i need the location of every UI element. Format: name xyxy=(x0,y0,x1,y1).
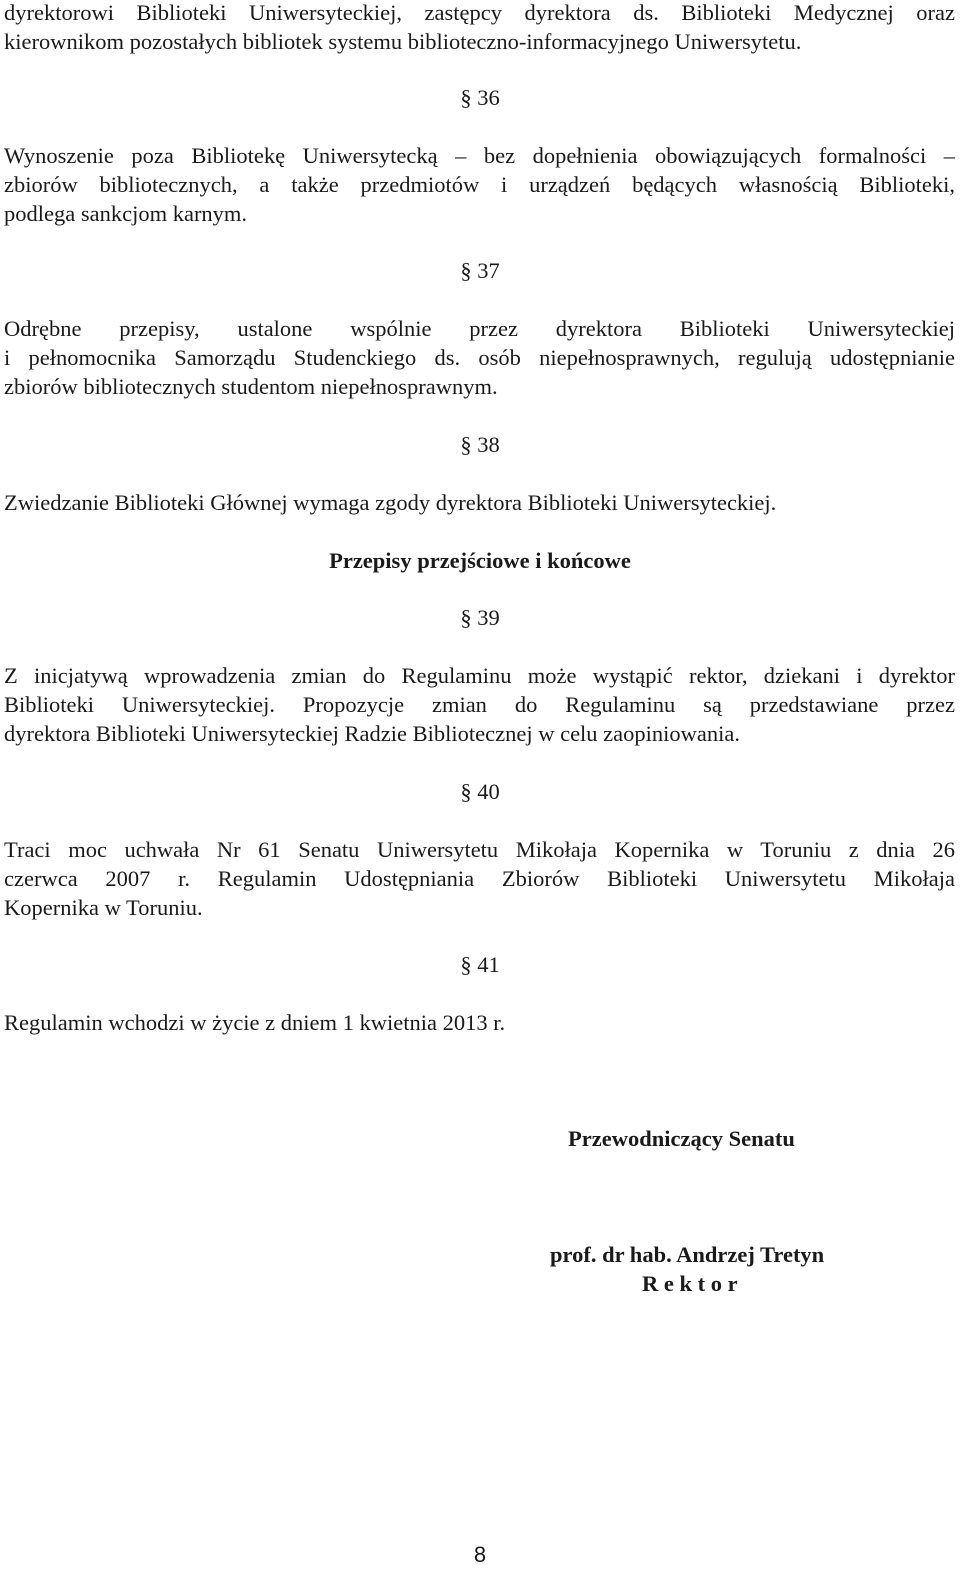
signature-name: prof. dr hab. Andrzej Tretyn xyxy=(550,1242,825,1267)
section-37-line-1: Odrębne przepisy, ustalone wspólnie przez dyrektora Biblioteki Uniwersyteckiej xyxy=(4,316,955,341)
section-41-line-1: Regulamin wchodzi w życie z dniem 1 kwietnia 2013 r. xyxy=(4,1010,506,1035)
signature-title: Przewodniczący Senatu xyxy=(568,1126,795,1151)
section-39-line-2: Biblioteki Uniwersyteckiej. Propozycje zmian do Regulaminu są przedstawiane przez xyxy=(4,692,955,717)
section-40-line-2: czerwca 2007 r. Regulamin Udostępniania Zbiorów Biblioteki Uniwersytetu Mikołaja xyxy=(4,866,955,891)
section-36-line-1: Wynoszenie poza Bibliotekę Uniwersytecką – bez dopełnienia obowiązujących formalności – xyxy=(4,143,955,168)
intro-line-2: kierownikom pozostałych bibliotek systemu biblioteczno-informacyjnego Uniwersytetu. xyxy=(4,29,802,54)
section-41-number: § 41 xyxy=(460,952,500,977)
section-40-number: § 40 xyxy=(460,779,500,804)
section-39-line-3: dyrektora Biblioteki Uniwersyteckiej Radzie Bibliotecznej w celu zaopiniowania. xyxy=(4,721,741,746)
page-number: 8 xyxy=(473,1542,487,1567)
intro-line-1: dyrektorowi Biblioteki Uniwersyteckiej, zastępcy dyrektora ds. Biblioteki Medycznej oraz xyxy=(4,0,955,25)
section-39-line-1: Z inicjatywą wprowadzenia zmian do Regulaminu może wystąpić rektor, dziekani i dyrektor xyxy=(4,663,955,688)
section-38-number: § 38 xyxy=(460,432,500,457)
section-40-line-3: Kopernika w Toruniu. xyxy=(4,895,203,920)
section-36-line-3: podlega sankcjom karnym. xyxy=(4,201,248,226)
section-36-line-2: zbiorów bibliotecznych, a także przedmiotów i urządzeń będących własnością Biblioteki, xyxy=(4,172,955,197)
section-39-number: § 39 xyxy=(460,605,500,630)
section-37-line-2: i pełnomocnika Samorządu Studenckiego ds. osób niepełnosprawnych, regulują udostępnianie xyxy=(4,345,955,370)
section-36-number: § 36 xyxy=(460,85,500,110)
signature-role: R e k t o r xyxy=(642,1271,738,1296)
section-37-number: § 37 xyxy=(460,258,500,283)
section-37-line-3: zbiorów bibliotecznych studentom niepełnosprawnym. xyxy=(4,374,498,399)
transitional-heading: Przepisy przejściowe i końcowe xyxy=(329,548,631,573)
section-38-line-1: Zwiedzanie Biblioteki Głównej wymaga zgody dyrektora Biblioteki Uniwersyteckiej. xyxy=(4,490,777,515)
section-40-line-1: Traci moc uchwała Nr 61 Senatu Uniwersytetu Mikołaja Kopernika w Toruniu z dnia 26 xyxy=(4,837,955,862)
